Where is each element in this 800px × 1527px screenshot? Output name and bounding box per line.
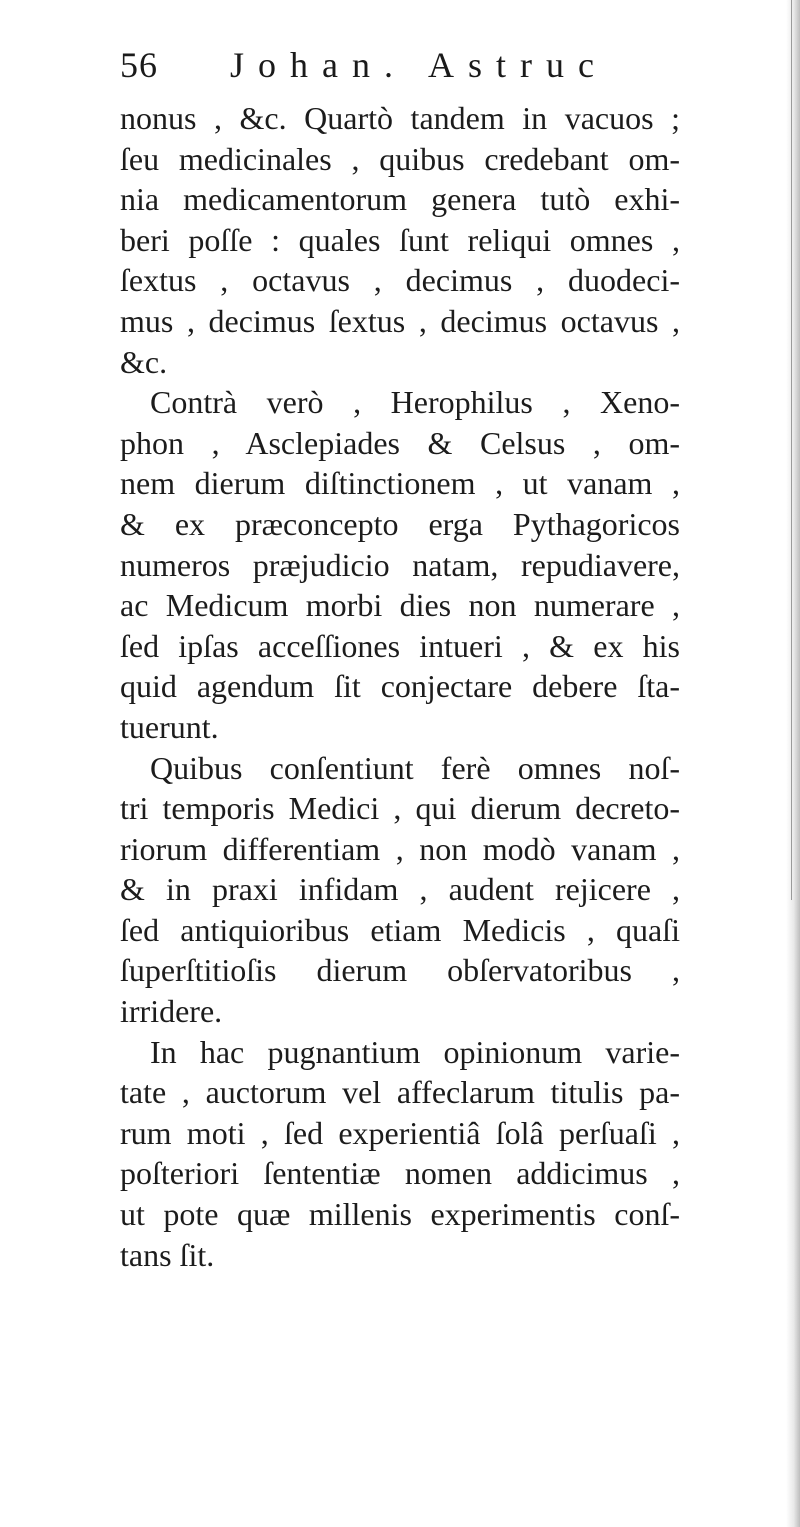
paragraph-start-line: In hac pugnantium opinionum varie- <box>150 1033 680 1070</box>
paragraph-start-line: Contrà verò , Herophilus , Xeno- <box>150 384 680 421</box>
body-text <box>120 98 680 1275</box>
text-line: tri temporis Medici , qui dierum decreto- <box>120 790 680 827</box>
text-line: mus , decimus ſextus , decimus octavus , <box>120 302 680 339</box>
text-line: ac Medicum morbi dies non numerare , <box>120 587 680 624</box>
page-number: 56 <box>120 45 158 85</box>
page-header <box>120 44 680 94</box>
text-line: nonus , &c. Quartò tandem in vacuos ; <box>120 100 680 136</box>
text-line: ut pote quæ millenis experimentis conſ- <box>120 1196 680 1233</box>
text-line: ſed antiquioribus etiam Medicis , quaſi <box>120 911 680 948</box>
text-line: nia medicamentorum genera tutò exhi- <box>120 181 680 218</box>
text-line: & in praxi infidam , audent rejicere , <box>120 871 680 908</box>
text-line: ſeu medicinales , quibus credebant om- <box>120 140 680 177</box>
page-edge-line <box>791 0 792 900</box>
text-line: poſteriori ſententiæ nomen addicimus , <box>120 1155 680 1192</box>
paragraph-start-line: Quibus conſentiunt ferè omnes noſ- <box>150 749 680 786</box>
text-line: irridere. <box>120 993 223 1030</box>
text-line: tans ſit. <box>120 1236 215 1273</box>
text-line: riorum differentiam , non modò vanam , <box>120 830 680 867</box>
text-line: tate , auctorum vel affeclarum titulis pa- <box>120 1074 680 1111</box>
text-line: ſed ipſas acceſſiones intueri , & ex his <box>120 627 680 664</box>
text-line: ſuperſtitioſis dierum obſervatoribus , <box>120 952 680 989</box>
text-line: & ex præconcepto erga Pythagoricos <box>120 505 680 542</box>
running-head: Johan. Astruc <box>230 45 608 85</box>
text-line: ſextus , octavus , decimus , duodeci- <box>120 262 680 299</box>
text-line: numeros præjudicio natam, repudiavere, <box>120 546 680 583</box>
text-line: quid agendum ſit conjectare debere ſta- <box>120 668 680 705</box>
text-line: nem dierum diſtinctionem , ut vanam , <box>120 465 680 502</box>
text-line: beri poſſe : quales ſunt reliqui omnes , <box>120 221 680 258</box>
text-line: &c. <box>120 343 168 380</box>
text-line: phon , Asclepiades & Celsus , om- <box>120 424 680 461</box>
text-line: tuerunt. <box>120 708 219 745</box>
page-edge-shadow <box>786 0 800 1527</box>
text-line: rum moti , ſed experientiâ ſolâ perſuaſi , <box>120 1114 680 1151</box>
